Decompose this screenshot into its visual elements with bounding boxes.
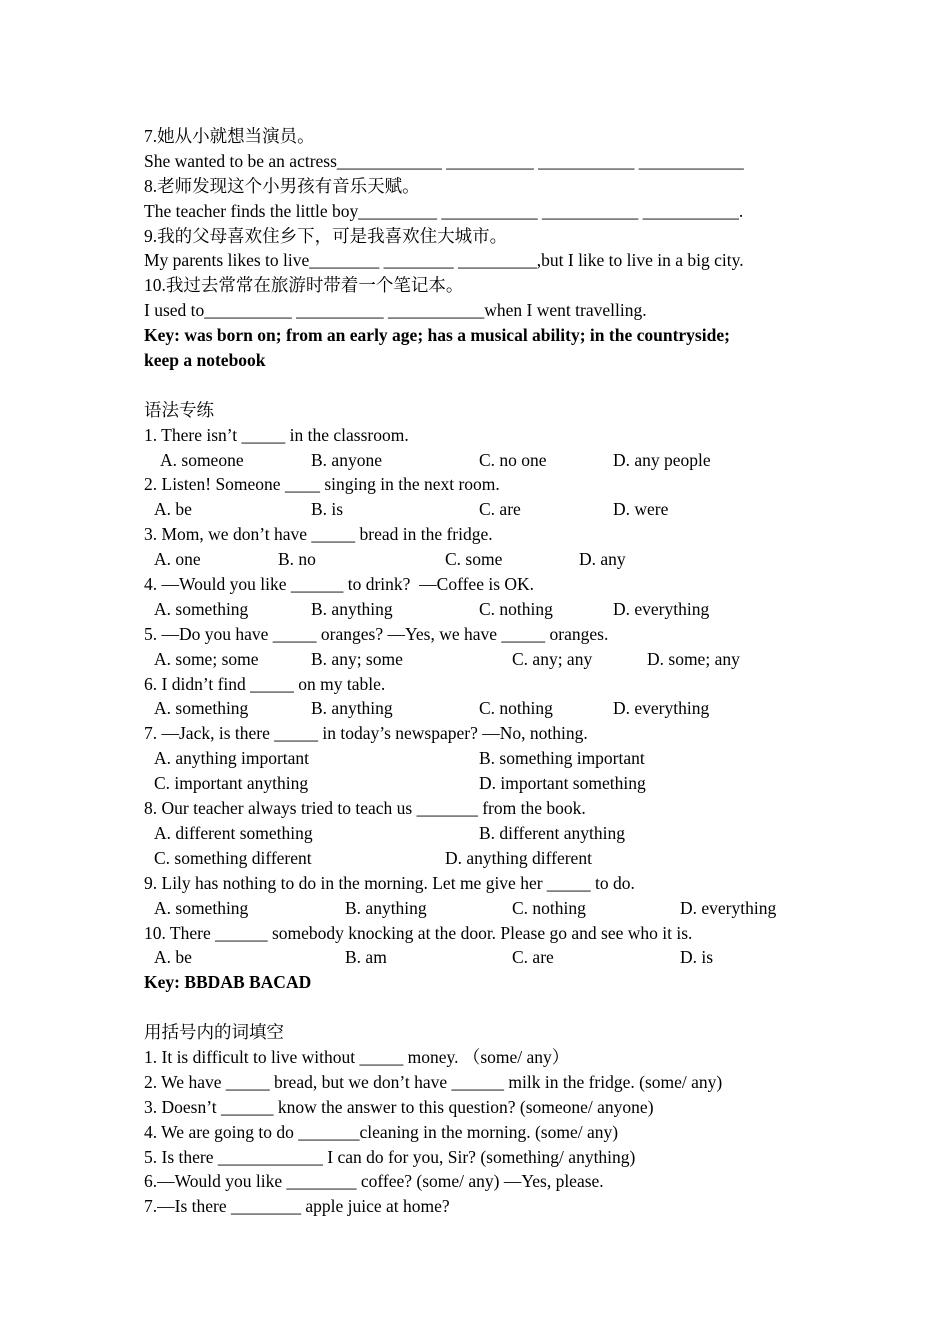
translation-en-10: I used to__________ __________ ___________when I went travelling.: [144, 300, 647, 321]
option-a: A. one: [154, 549, 201, 570]
option-c: C. nothing: [479, 598, 553, 619]
grammar-section-title: 语法专练: [144, 399, 214, 420]
grammar-options-10: [144, 945, 806, 970]
option-d: D. any people: [613, 449, 711, 470]
option-c: C. important anything: [154, 773, 309, 794]
fill-item-4: 4. We are going to do _______cleaning in the morning. (some/ any): [144, 1121, 619, 1142]
grammar-question-1: 1. There isn’t _____ in the classroom.: [144, 424, 409, 445]
grammar-question-6: 6. I didn’t find _____ on my table.: [144, 673, 386, 694]
translation-en-7: She wanted to be an actress____________ __________ ___________ ____________: [144, 150, 744, 171]
option-d: D. some; any: [647, 648, 740, 669]
option-b: B. different anything: [479, 822, 625, 843]
grammar-question-7: 7. —Jack, is there _____ in today’s newspaper? —No, nothing.: [144, 723, 588, 744]
option-b: B. anything: [311, 698, 393, 719]
document-content: [144, 124, 806, 1219]
option-d: D. any: [579, 549, 626, 570]
grammar-options-2: [144, 497, 806, 522]
grammar-options-9: [144, 896, 806, 921]
option-a: A. something: [154, 897, 249, 918]
translation-en-8: The teacher finds the little boy_________ ___________ ___________ ___________.: [144, 200, 744, 221]
grammar-key: Key: BBDAB BACAD: [144, 972, 312, 993]
option-b: B. am: [345, 947, 387, 968]
option-a: A. be: [154, 499, 192, 520]
option-c: C. something different: [154, 847, 312, 868]
option-d: D. everything: [680, 897, 777, 918]
translation-cn-9: 9.我的父母喜欢住乡下，可是我喜欢住大城市。: [144, 225, 508, 246]
grammar-options-5: [144, 647, 806, 672]
translation-en-9: My parents likes to live________ ________ _________,but I like to live in a big city.: [144, 250, 744, 271]
grammar-options-4: [144, 597, 806, 622]
grammar-question-4: 4. —Would you like ______ to drink? —Coffee is OK.: [144, 574, 535, 595]
option-c: C. are: [479, 499, 521, 520]
translation-cn-7: 7.她从小就想当演员。: [144, 126, 315, 146]
grammar-options-1: [144, 448, 806, 473]
option-a: A. anything important: [154, 748, 310, 769]
option-c: C. nothing: [512, 897, 586, 918]
translation-key-line2: keep a notebook: [144, 350, 266, 371]
option-d: D. is: [680, 947, 714, 968]
option-a: A. different something: [154, 822, 313, 843]
option-b: B. is: [311, 499, 344, 520]
grammar-question-9: 9. Lily has nothing to do in the morning. Let me give her _____ to do.: [144, 872, 635, 893]
option-d: D. anything different: [445, 847, 592, 868]
option-a: A. some; some: [154, 648, 259, 669]
option-c: C. some: [445, 549, 503, 570]
grammar-options-8-row2: [144, 846, 806, 871]
grammar-options-8-row1: [144, 821, 806, 846]
option-b: B. any; some: [311, 648, 403, 669]
grammar-question-3: 3. Mom, we don’t have _____ bread in the fridge.: [144, 524, 493, 545]
grammar-options-3: [144, 547, 806, 572]
option-d: D. were: [613, 499, 669, 520]
option-a: A. someone: [160, 449, 244, 470]
option-d: D. important something: [479, 773, 646, 794]
option-b: B. no: [278, 549, 316, 570]
grammar-question-10: 10. There ______ somebody knocking at the door. Please go and see who it is.: [144, 922, 693, 943]
grammar-question-5: 5. —Do you have _____ oranges? —Yes, we have _____ oranges.: [144, 623, 609, 644]
grammar-question-2: 2. Listen! Someone ____ singing in the next room.: [144, 474, 500, 495]
grammar-options-7-row2: [144, 771, 806, 796]
translation-key-line1: Key: was born on; from an early age; has a musical ability; in the countryside;: [144, 325, 730, 346]
option-b: B. anyone: [311, 449, 382, 470]
spacer: [144, 995, 806, 1020]
spacer: [144, 373, 806, 398]
fill-item-7: 7.—Is there ________ apple juice at home?: [144, 1196, 450, 1217]
grammar-question-8: 8. Our teacher always tried to teach us _______ from the book.: [144, 798, 586, 819]
option-c: C. nothing: [479, 698, 553, 719]
option-d: D. everything: [613, 698, 710, 719]
translation-cn-10: 10.我过去常常在旅游时带着一个笔记本。: [144, 275, 464, 296]
option-a: A. something: [154, 598, 249, 619]
option-c: C. are: [512, 947, 554, 968]
fill-item-5: 5. Is there ____________ I can do for you, Sir? (something/ anything): [144, 1146, 636, 1167]
fill-section-title: 用括号内的词填空: [144, 1022, 284, 1043]
option-b: B. anything: [311, 598, 393, 619]
fill-item-6: 6.—Would you like ________ coffee? (some/ any) —Yes, please.: [144, 1171, 604, 1192]
grammar-options-6: [144, 696, 806, 721]
translation-cn-8: 8.老师发现这个小男孩有音乐天赋。: [144, 175, 420, 196]
option-b: B. something important: [479, 748, 645, 769]
fill-item-3: 3. Doesn’t ______ know the answer to this question? (someone/ anyone): [144, 1096, 654, 1117]
fill-item-1: 1. It is difficult to live without _____ money. （some/ any）: [144, 1046, 570, 1067]
option-c: C. no one: [479, 449, 547, 470]
option-d: D. everything: [613, 598, 710, 619]
fill-item-2: 2. We have _____ bread, but we don’t have ______ milk in the fridge. (some/ any): [144, 1071, 723, 1092]
option-c: C. any; any: [512, 648, 593, 669]
option-a: A. be: [154, 947, 192, 968]
option-a: A. something: [154, 698, 249, 719]
option-b: B. anything: [345, 897, 427, 918]
grammar-options-7-row1: [144, 746, 806, 771]
